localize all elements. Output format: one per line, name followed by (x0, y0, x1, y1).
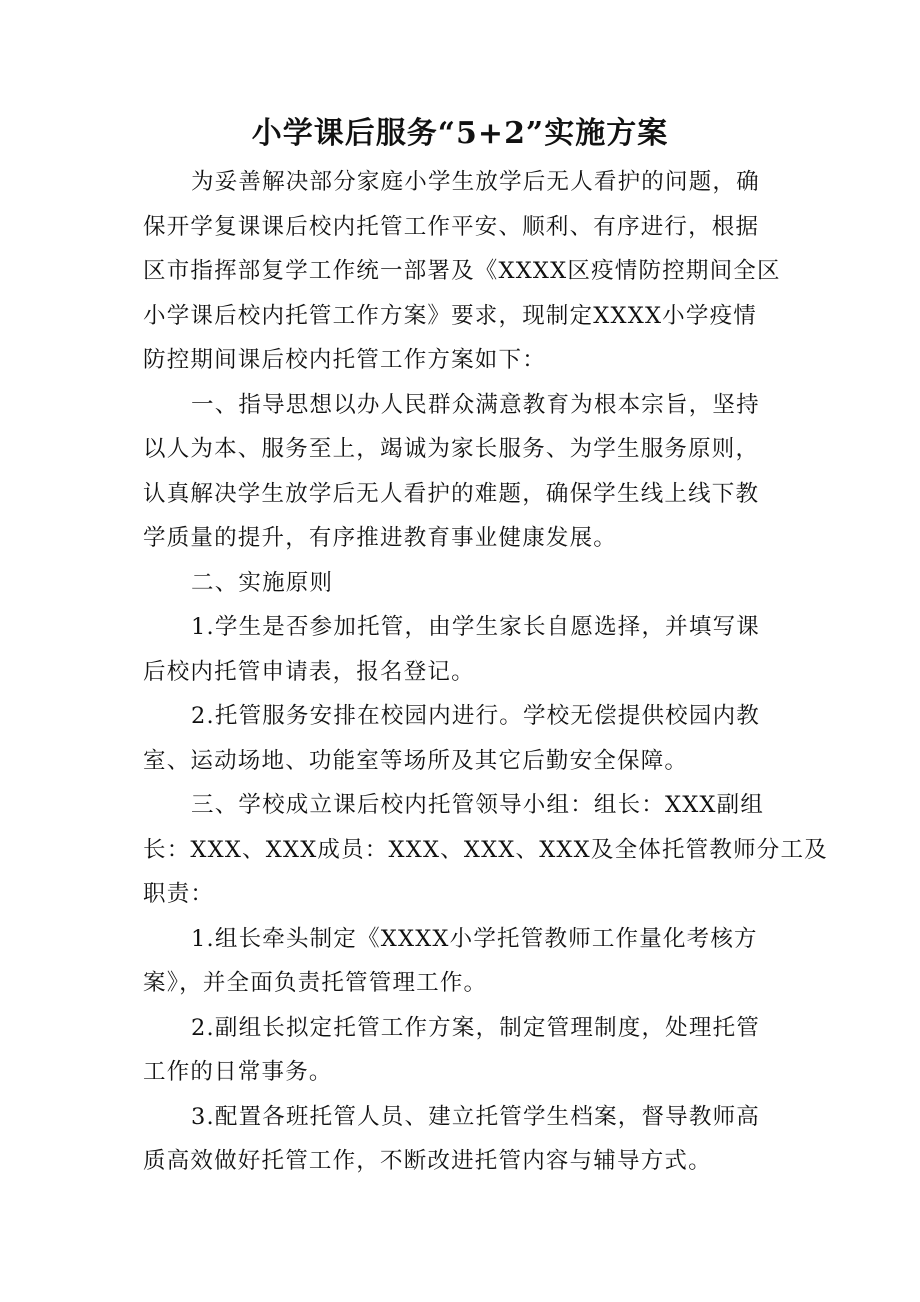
paragraph-line: 为妥善解决部分家庭小学生放学后无人看护的问题，确 (191, 169, 760, 195)
paragraph-line: 1.学生是否参加托管，由学生家长自愿选择，并填写课 (191, 614, 760, 640)
paragraph-line: 学质量的提升，有序推进教育事业健康发展。 (143, 525, 618, 551)
paragraph-line: 室、运动场地、功能室等场所及其它后勤安全保障。 (143, 747, 689, 774)
paragraph-line: 小学课后校内托管工作方案》要求，现制定XXXX小学疫情 (143, 302, 757, 329)
section-heading: 二、实施原则 (191, 569, 334, 596)
paragraph-line: 工作的日常事务。 (143, 1059, 333, 1085)
paragraph-line: 1.组长牵头制定《XXXX小学托管教师工作量化考核方 (191, 925, 758, 952)
document-title: 小学课后服务“5+2”实施方案 (251, 116, 669, 151)
paragraph-line: 质高效做好托管工作，不断改进托管内容与辅导方式。 (143, 1148, 712, 1174)
paragraph-line: 一、指导思想以办人民群众满意教育为根本宗旨，坚持 (191, 391, 760, 418)
paragraph-line: 保开学复课课后校内托管工作平安、顺利、有序进行，根据 (143, 213, 760, 240)
paragraph-line: 2.副组长拟定托管工作方案，制定管理制度，处理托管 (191, 1014, 760, 1041)
paragraph-line: 防控期间课后校内托管工作方案如下： (143, 347, 546, 373)
paragraph-line: 三、学校成立课后校内托管领导小组：组长：XXX副组 (191, 792, 765, 818)
paragraph-line: 后校内托管申请表，报名登记。 (143, 658, 475, 685)
paragraph-line: 认真解决学生放学后无人看护的难题，确保学生线上线下教 (143, 480, 760, 507)
document-body (143, 160, 828, 1184)
paragraph-line: 区市指挥部复学工作统一部署及《XXXX区疫情防控期间全区 (143, 258, 781, 284)
paragraph-line: 3.配置各班托管人员、建立托管学生档案，督导教师高 (191, 1103, 760, 1130)
paragraph-line: 长：XXX、XXX成员：XXX、XXX、XXX及全体托管教师分工及 (143, 836, 828, 863)
paragraph-line: 职责： (143, 881, 215, 907)
paragraph-line: 2.托管服务安排在校园内进行。学校无偿提供校园内教 (191, 703, 760, 729)
paragraph-line: 以人为本、服务至上，竭诚为家长服务、为学生服务原则， (143, 436, 760, 462)
paragraph-line: 案》，并全面负责托管管理工作。 (143, 970, 488, 996)
